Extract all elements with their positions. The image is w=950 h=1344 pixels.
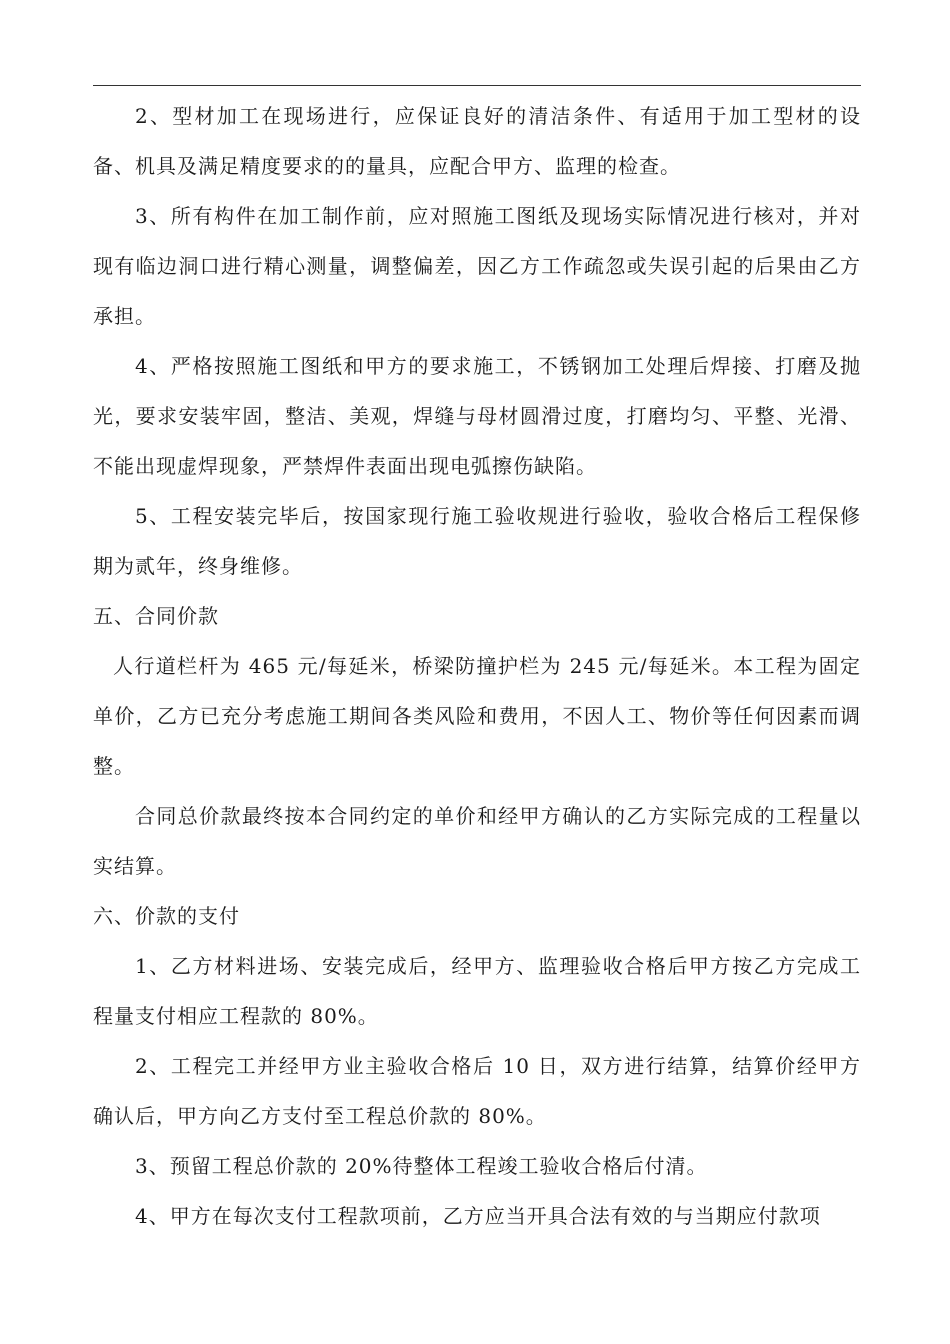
clause-2-processing: 2、型材加工在现场进行，应保证良好的清洁条件、有适用于加工型材的设备、机具及满足精度要求的的量具，应配合甲方、监理的检查。 bbox=[93, 104, 861, 178]
payment-clause-4: 4、甲方在每次支付工程款项前，乙方应当开具合法有效的与当期应付款项 bbox=[135, 1204, 821, 1228]
section-heading-contract-price: 五、合同价款 bbox=[93, 604, 219, 628]
payment-clause-2: 2、工程完工并经甲方业主验收合格后 10 日，双方进行结算，结算价经甲方确认后，甲方向乙方支付至工程总价款的 80%。 bbox=[93, 1054, 861, 1128]
clause-4-construction: 4、严格按照施工图纸和甲方的要求施工，不锈钢加工处理后焊接、打磨及抛光，要求安装牢固，整洁、美观，焊缝与母材圆滑过度，打磨均匀、平整、光滑、不能出现虚焊现象，严禁焊件表面出现电弧擦伤缺陷。 bbox=[93, 354, 861, 478]
settlement-paragraph: 合同总价款最终按本合同约定的单价和经甲方确认的乙方实际完成的工程量以实结算。 bbox=[93, 804, 861, 878]
payment-clause-1: 1、乙方材料进场、安装完成后，经甲方、监理验收合格后甲方按乙方完成工程量支付相应工程款的 80%。 bbox=[93, 954, 861, 1028]
price-paragraph: 人行道栏杆为 465 元/每延米，桥梁防撞护栏为 245 元/每延米。本工程为固定单价，乙方已充分考虑施工期间各类风险和费用，不因人工、物价等任何因素而调整。 bbox=[93, 654, 861, 778]
header-rule bbox=[93, 85, 861, 86]
clause-5-acceptance: 5、工程安装完毕后，按国家现行施工验收规进行验收，验收合格后工程保修期为贰年，终身维修。 bbox=[93, 504, 861, 578]
payment-clause-3: 3、预留工程总价款的 20%待整体工程竣工验收合格后付清。 bbox=[135, 1154, 708, 1178]
document-body bbox=[93, 91, 861, 1241]
clause-3-verification: 3、所有构件在加工制作前，应对照施工图纸及现场实际情况进行核对，并对现有临边洞口进行精心测量，调整偏差，因乙方工作疏忽或失误引起的后果由乙方承担。 bbox=[93, 204, 861, 328]
section-heading-payment: 六、价款的支付 bbox=[93, 904, 240, 928]
